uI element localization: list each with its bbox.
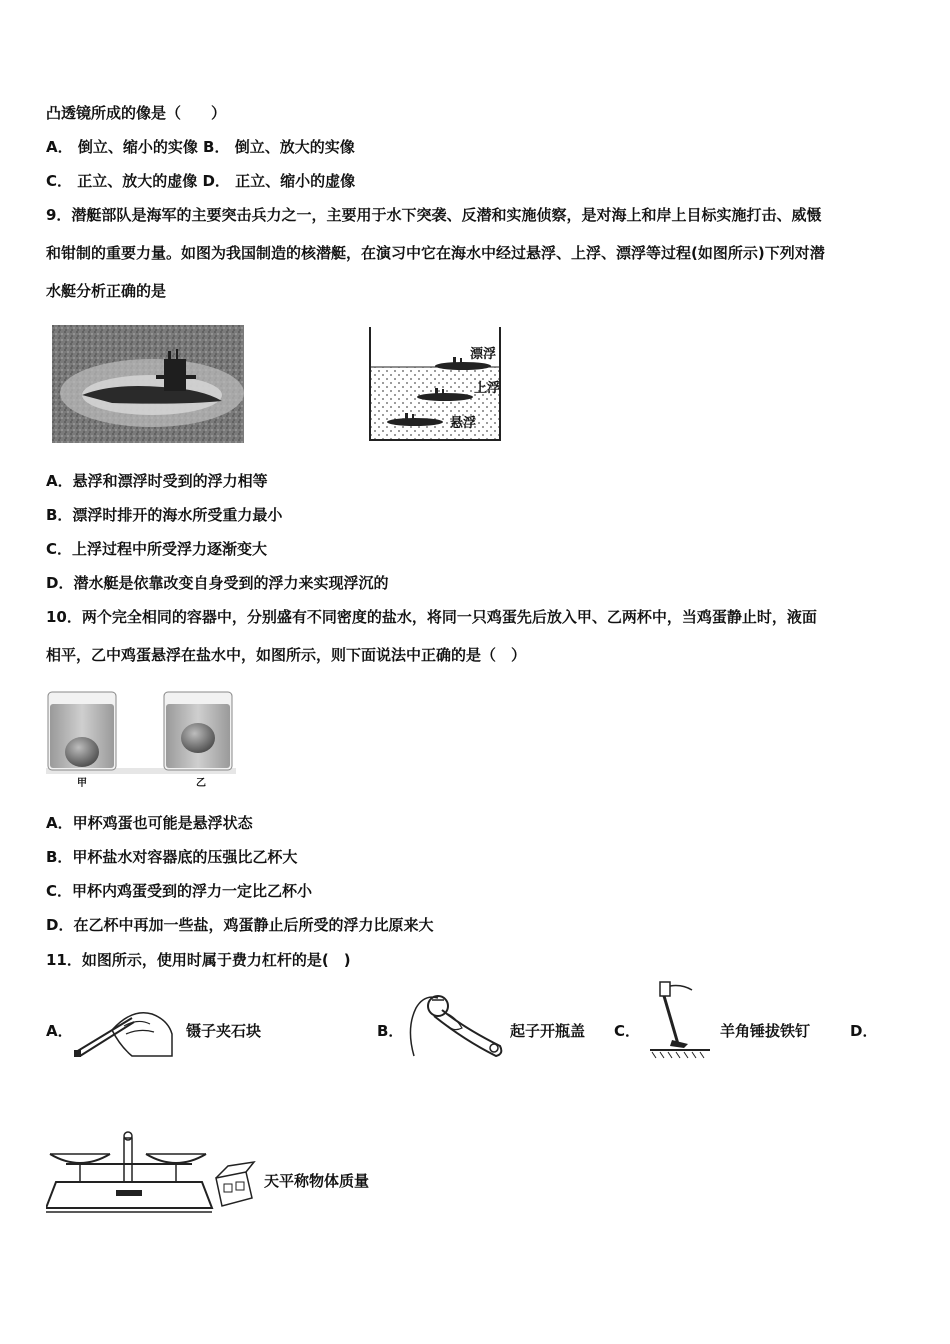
q10-option-c: C．甲杯内鸡蛋受到的浮力一定比乙杯小 bbox=[46, 882, 313, 900]
label-suspended: 悬浮 bbox=[450, 416, 477, 431]
q10-option-b: B．甲杯盐水对容器底的压强比乙杯大 bbox=[46, 848, 298, 866]
claw-hammer-drawing bbox=[648, 978, 712, 1060]
q8-stem-end: 凸透镜所成的像是（ ） bbox=[46, 104, 227, 122]
q9-option-c: C．上浮过程中所受浮力逐渐变大 bbox=[46, 540, 268, 558]
q11-letter-c: C． bbox=[614, 1022, 641, 1040]
egg-beakers-photo bbox=[46, 690, 236, 774]
q9-stem-line2: 和钳制的重要力量。如图为我国制造的核潜艇，在演习中它在海水中经过悬浮、上浮、漂浮等过程(如图所示)下列对潜 bbox=[46, 244, 825, 262]
q11-letter-a: A． bbox=[46, 1022, 73, 1040]
q10-option-a: A．甲杯鸡蛋也可能是悬浮状态 bbox=[46, 814, 253, 832]
q10-option-d: D．在乙杯中再加一些盐，鸡蛋静止后所受的浮力比原来大 bbox=[46, 916, 434, 934]
q11-stem: 11．如图所示，使用时属于费力杠杆的是( ) bbox=[46, 951, 351, 969]
q8-options-cd: C． 正立、放大的虚像 D． 正立、缩小的虚像 bbox=[46, 172, 356, 190]
balance-scale-drawing bbox=[46, 1128, 256, 1218]
q9-option-b: B．漂浮时排开的海水所受重力最小 bbox=[46, 506, 283, 524]
q9-option-d: D．潜水艇是依靠改变自身受到的浮力来实现浮沉的 bbox=[46, 574, 389, 592]
q11-letter-d: D． bbox=[850, 1022, 878, 1040]
q8-options-ab: A． 倒立、缩小的实像 B． 倒立、放大的实像 bbox=[46, 138, 355, 156]
beaker-label-jia: 甲 bbox=[77, 778, 87, 789]
q9-stem-line1: 9．潜艇部队是海军的主要突击兵力之一，主要用于水下突袭、反潜和实施侦察，是对海上和岸上目标实施打击、威慑 bbox=[46, 206, 822, 224]
bottle-opener-drawing bbox=[404, 988, 506, 1058]
submarine-photo bbox=[52, 325, 244, 443]
caption-balance-scale: 天平称物体质量 bbox=[264, 1172, 370, 1190]
q9-option-a: A．悬浮和漂浮时受到的浮力相等 bbox=[46, 472, 268, 490]
q10-stem-line2: 相平，乙中鸡蛋悬浮在盐水中，如图所示，则下面说法中正确的是（ ） bbox=[46, 646, 527, 664]
q11-letter-b: B． bbox=[377, 1022, 404, 1040]
tweezers-drawing bbox=[72, 1000, 174, 1060]
beaker-label-yi: 乙 bbox=[196, 778, 206, 789]
q9-stem-line3: 水艇分析正确的是 bbox=[46, 282, 167, 300]
caption-claw-hammer: 羊角锤拔铁钉 bbox=[720, 1022, 811, 1040]
q10-stem-line1: 10．两个完全相同的容器中，分别盛有不同密度的盐水，将同一只鸡蛋先后放入甲、乙两杯中，当鸡蛋静止时，液面 bbox=[46, 608, 817, 626]
label-rising: 上浮 bbox=[474, 381, 501, 396]
caption-tweezers: 镊子夹石块 bbox=[186, 1022, 262, 1040]
caption-bottle-opener: 起子开瓶盖 bbox=[510, 1022, 586, 1040]
label-floating: 漂浮 bbox=[470, 347, 497, 362]
